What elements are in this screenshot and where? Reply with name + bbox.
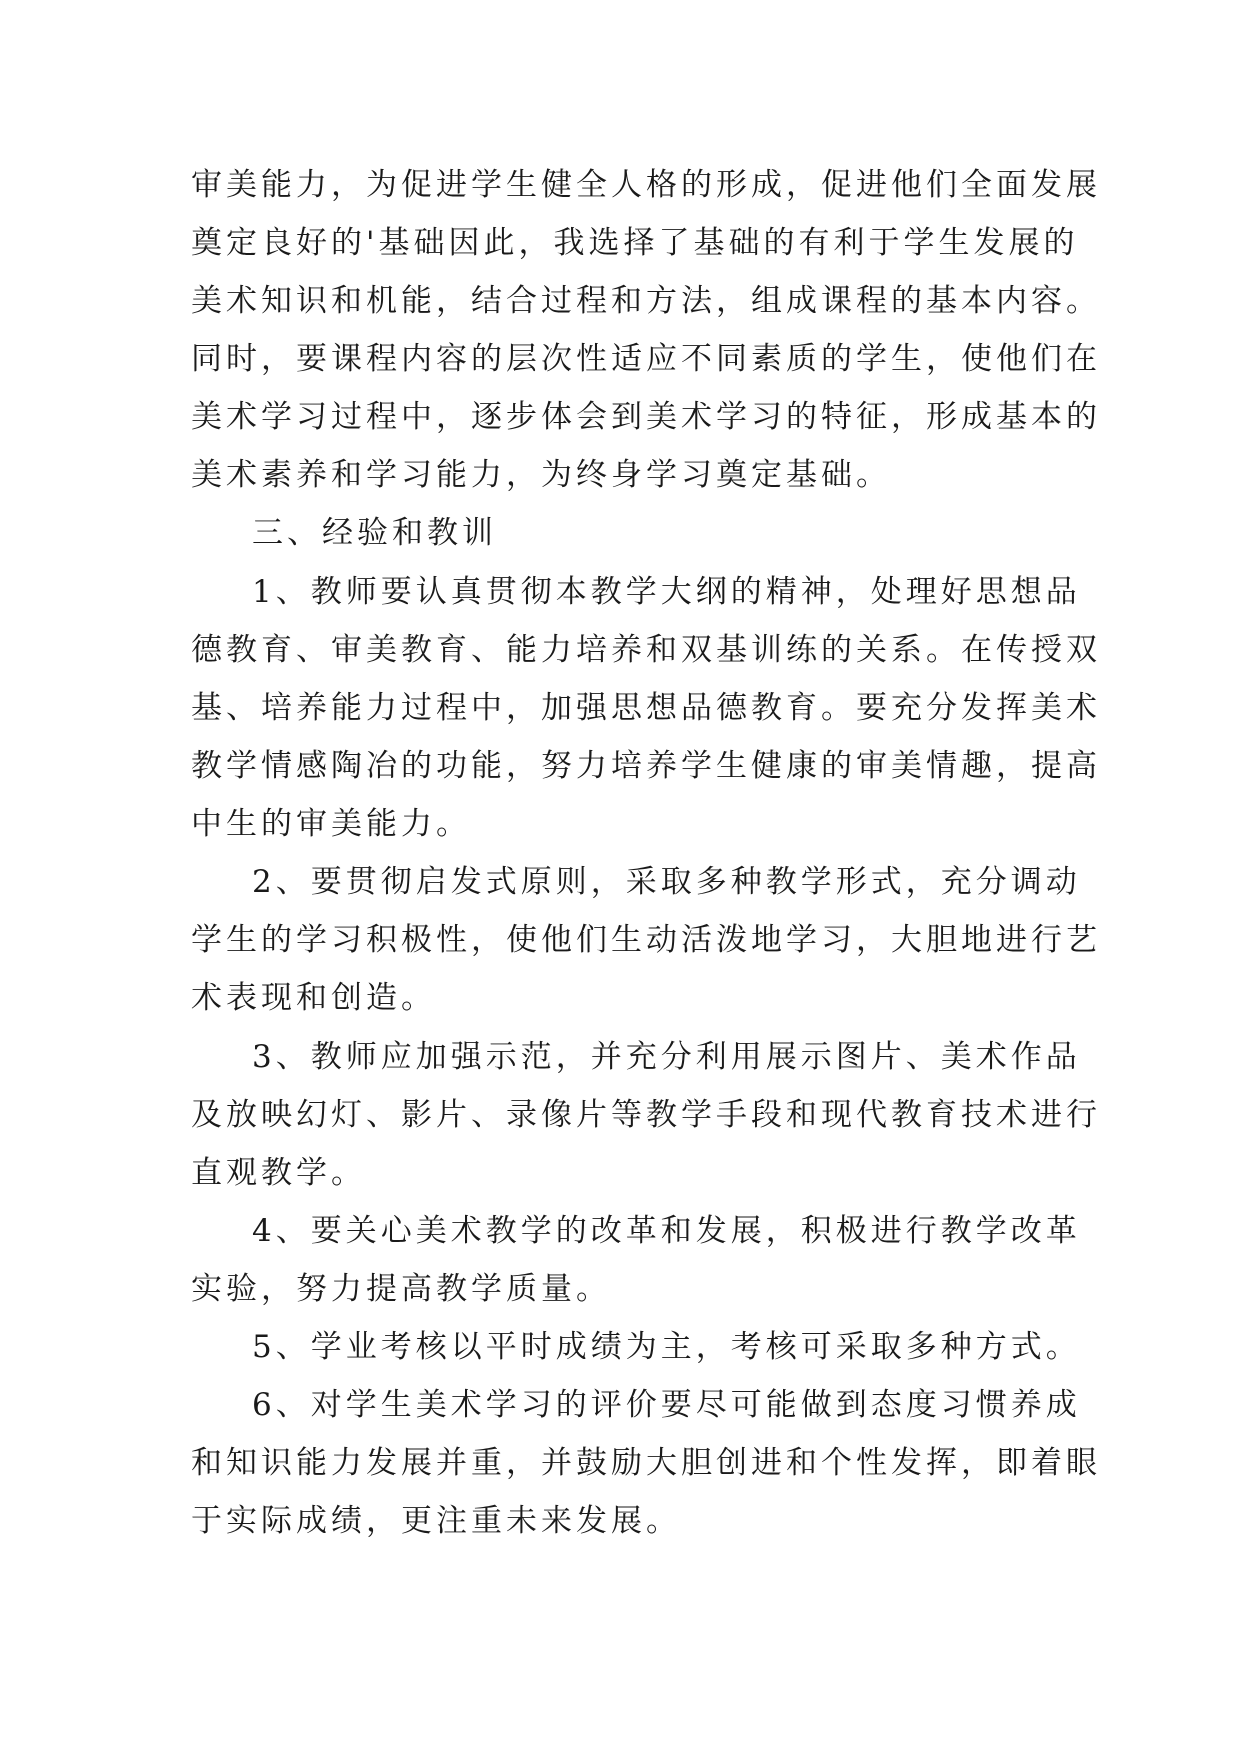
text-line: 同时，要课程内容的层次性适应不同素质的学生，使他们在	[191, 341, 1101, 377]
text-line: 和知识能力发展并重，并鼓励大胆创进和个性发挥，即着眼	[191, 1445, 1101, 1481]
text-line: 于实际成绩，更注重未来发展。	[191, 1503, 681, 1539]
text-line: 1、教师要认真贯彻本教学大纲的精神，处理好思想品	[252, 574, 1081, 610]
text-line: 中生的审美能力。	[191, 806, 471, 842]
text-line: 2、要贯彻启发式原则，采取多种教学形式，充分调动	[252, 864, 1081, 900]
text-line: 基、培养能力过程中，加强思想品德教育。要充分发挥美术	[191, 690, 1101, 726]
text-line: 术表现和创造。	[191, 980, 436, 1016]
text-line: 美术学习过程中，逐步体会到美术学习的特征，形成基本的	[191, 399, 1101, 435]
text-line: 直观教学。	[191, 1155, 366, 1191]
text-line: 4、要关心美术教学的改革和发展，积极进行教学改革	[252, 1213, 1081, 1249]
text-line: 德教育、审美教育、能力培养和双基训练的关系。在传授双	[191, 632, 1101, 668]
section-heading: 三、经验和教训	[252, 515, 497, 551]
text-line: 3、教师应加强示范，并充分利用展示图片、美术作品	[252, 1039, 1081, 1075]
text-line: 奠定良好的'基础因此，我选择了基础的有利于学生发展的	[191, 225, 1079, 261]
text-line: 学生的学习积极性，使他们生动活泼地学习，大胆地进行艺	[191, 922, 1101, 958]
text-line: 及放映幻灯、影片、录像片等教学手段和现代教育技术进行	[191, 1097, 1101, 1133]
text-line: 美术知识和机能，结合过程和方法，组成课程的基本内容。	[191, 283, 1101, 319]
text-line: 美术素养和学习能力，为终身学习奠定基础。	[191, 457, 891, 493]
text-line: 审美能力，为促进学生健全人格的形成，促进他们全面发展	[191, 167, 1101, 203]
text-line: 5、学业考核以平时成绩为主，考核可采取多种方式。	[252, 1329, 1081, 1365]
text-line: 教学情感陶冶的功能，努力培养学生健康的审美情趣，提高	[191, 748, 1101, 784]
text-line: 实验，努力提高教学质量。	[191, 1271, 611, 1307]
text-line: 6、对学生美术学习的评价要尽可能做到态度习惯养成	[252, 1387, 1081, 1423]
